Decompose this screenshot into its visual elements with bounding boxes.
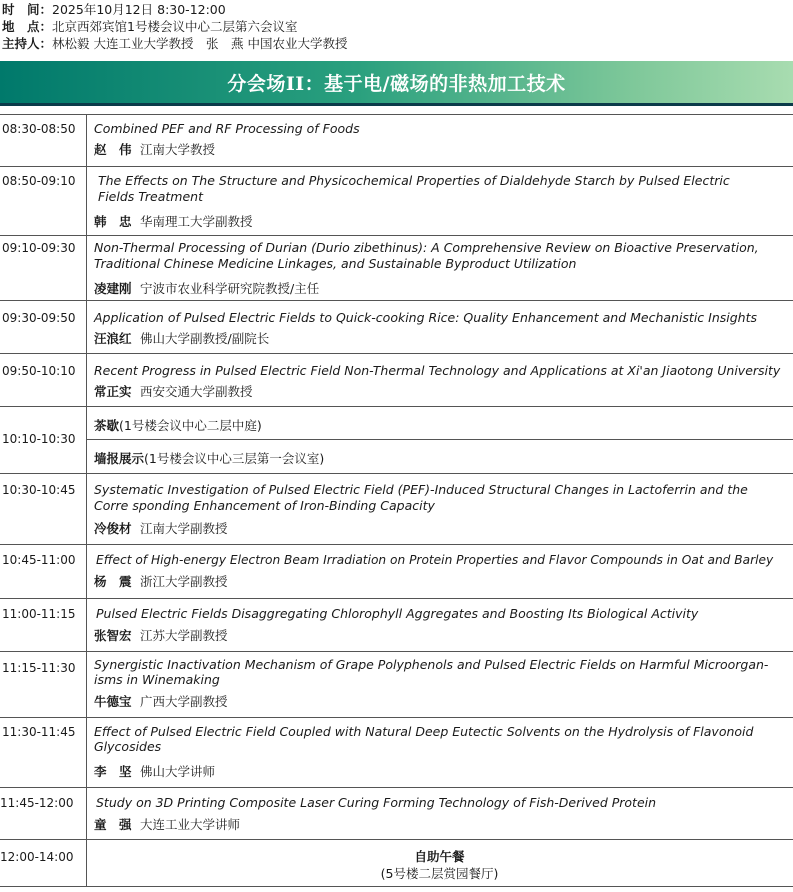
- row-time: 08:30-08:50: [2, 122, 76, 136]
- lunch-place: (5号楼二层赏园餐厅): [380, 866, 499, 881]
- speaker: [94, 212, 253, 230]
- row-time: 10:45-11:00: [2, 553, 76, 567]
- schedule-row: [0, 651, 793, 718]
- schedule-row: [0, 717, 793, 788]
- talk-title: Study on 3D Printing Composite Laser Curing Forming Technology of Fish-Derived Protein: [96, 795, 657, 810]
- speaker-affiliation: 宁波市农业科学研究院教授/主任: [140, 281, 320, 296]
- schedule-row: [0, 166, 793, 236]
- speaker-affiliation: 佛山大学讲师: [140, 764, 216, 779]
- row-time: 11:30-11:45: [2, 725, 76, 739]
- speaker-name: 凌建刚: [94, 281, 132, 296]
- speaker-affiliation: 江南大学副教授: [140, 521, 228, 536]
- session-banner: [0, 61, 793, 106]
- poster-session-label: 墙报展示: [94, 451, 145, 466]
- speaker: [94, 762, 215, 780]
- poster-session-place: (1号楼会议中心三层第一会议室): [144, 451, 325, 466]
- speaker: [94, 279, 319, 297]
- speaker-affiliation: 佛山大学副教授/副院长: [140, 331, 270, 346]
- speaker: [94, 692, 228, 710]
- tea-break-label: 茶歇: [94, 418, 120, 433]
- column-divider: [86, 354, 87, 407]
- talk-title: Synergistic Inactivation Mechanism of Grape Polyphenols and Pulsed Electric Fields on Harmful Microorgan-isms in Winemaking: [94, 657, 769, 687]
- break-row: [0, 406, 793, 474]
- speaker: [94, 329, 269, 347]
- row-time: 11:15-11:30: [2, 661, 76, 675]
- speaker: [94, 815, 240, 833]
- speaker-affiliation: 江南大学教授: [140, 142, 216, 157]
- speaker-name: 汪浪红: [94, 331, 132, 346]
- speaker-affiliation: 浙江大学副教授: [140, 574, 228, 589]
- talk-title: Combined PEF and RF Processing of Foods: [94, 121, 360, 136]
- meta-place-value: 北京西郊宾馆1号楼会议中心二层第六会议室: [52, 19, 298, 34]
- column-divider: [86, 718, 87, 788]
- lunch-row: [0, 839, 793, 887]
- row-time: 09:10-09:30: [2, 241, 76, 255]
- speaker-affiliation: 华南理工大学副教授: [140, 214, 253, 229]
- speaker-name: 张智宏: [94, 628, 132, 643]
- talk-title: Pulsed Electric Fields Disaggregating Chlorophyll Aggregates and Boosting Its Biological Activity: [96, 606, 699, 621]
- column-divider: [86, 474, 87, 545]
- speaker-name: 李 坚: [94, 764, 132, 779]
- meta-host: [2, 36, 347, 52]
- talk-title: Effect of High-energy Electron Beam Irradiation on Protein Properties and Flavor Compounds in Oat and Barley: [96, 553, 774, 567]
- speaker-name: 赵 伟: [94, 142, 132, 157]
- column-divider: [86, 599, 87, 652]
- speaker-affiliation: 广西大学副教授: [140, 694, 228, 709]
- row-time: 11:45-12:00: [0, 796, 74, 810]
- schedule-row: [0, 473, 793, 545]
- speaker-name: 杨 震: [94, 574, 132, 589]
- row-time: 08:50-09:10: [2, 174, 76, 188]
- meta-host-value: 林松毅 大连工业大学教授 张 燕 中国农业大学教授: [52, 36, 348, 51]
- row-time: 10:10-10:30: [2, 432, 76, 446]
- speaker-name: 冷俊材: [94, 521, 132, 536]
- tea-break: [94, 416, 262, 434]
- speaker-affiliation: 江苏大学副教授: [140, 628, 228, 643]
- tea-break-place: (1号楼会议中心二层中庭): [119, 418, 262, 433]
- schedule-row: [0, 114, 793, 167]
- meta-time-label: 时 间：: [2, 2, 53, 17]
- column-divider: [86, 301, 87, 354]
- talk-title: The Effects on The Structure and Physicochemical Properties of Dialdehyde Starch by Pulsed Electric Fields Treatment: [98, 173, 730, 204]
- schedule-row: [0, 353, 793, 407]
- meta-host-label: 主持人：: [2, 36, 53, 51]
- column-divider: [86, 115, 87, 167]
- column-divider: [86, 788, 87, 840]
- talk-title: Recent Progress in Pulsed Electric Field Non-Thermal Technology and Applications at Xi'an Jiaotong University: [94, 363, 781, 378]
- meta-place-label: 地 点：: [2, 19, 53, 34]
- schedule-row: [0, 787, 793, 840]
- lunch-title: 自助午餐: [414, 849, 465, 864]
- speaker-name: 常正实: [94, 384, 132, 399]
- row-time: 09:50-10:10: [2, 364, 76, 378]
- talk-title: Application of Pulsed Electric Fields to Quick-cooking Rice: Quality Enhancement and Mechanistic Insights: [94, 310, 758, 325]
- speaker-name: 韩 忠: [94, 214, 132, 229]
- speaker: [94, 382, 253, 400]
- talk-title: Non-Thermal Processing of Durian (Durio zibethinus): A Comprehensive Review on Bioactive Preservation, Traditional Chinese Medicine Linkages, and Sustainable Byproduct Utilization: [94, 240, 759, 271]
- column-divider: [86, 545, 87, 599]
- speaker: [94, 519, 228, 537]
- column-divider: [86, 236, 87, 301]
- speaker-name: 牛德宝: [94, 694, 132, 709]
- row-time: 11:00-11:15: [2, 607, 76, 621]
- row-time: 10:30-10:45: [2, 483, 76, 497]
- meta-time-value: 2025年10月12日 8:30-12:00: [52, 2, 226, 17]
- schedule-row: [0, 235, 793, 301]
- speaker-affiliation: 大连工业大学讲师: [140, 817, 241, 832]
- session-title: 分会场II：基于电/磁场的非热加工技术: [227, 72, 566, 95]
- meta-place: [2, 19, 297, 35]
- talk-title: Effect of Pulsed Electric Field Coupled with Natural Deep Eutectic Solvents on the Hydrolysis of Flavonoid Glycosides: [94, 724, 754, 754]
- speaker-name: 童 强: [94, 817, 132, 832]
- speaker: [94, 572, 228, 590]
- column-divider: [86, 167, 87, 236]
- meta-time: [2, 2, 226, 18]
- column-divider: [86, 652, 87, 718]
- schedule-row: [0, 598, 793, 652]
- row-time: 09:30-09:50: [2, 311, 76, 325]
- break-divider: [86, 439, 793, 440]
- column-divider: [86, 407, 87, 474]
- speaker: [94, 140, 215, 158]
- schedule-row: [0, 544, 793, 599]
- poster-session: [94, 449, 324, 467]
- speaker: [94, 626, 228, 644]
- speaker-affiliation: 西安交通大学副教授: [140, 384, 253, 399]
- talk-title: Systematic Investigation of Pulsed Electric Field (PEF)-Induced Structural Changes in Lactoferrin and the Corre sponding Enhancement of Iron-Binding Capacity: [94, 482, 748, 513]
- schedule-row: [0, 300, 793, 354]
- row-time: 12:00-14:00: [0, 850, 74, 864]
